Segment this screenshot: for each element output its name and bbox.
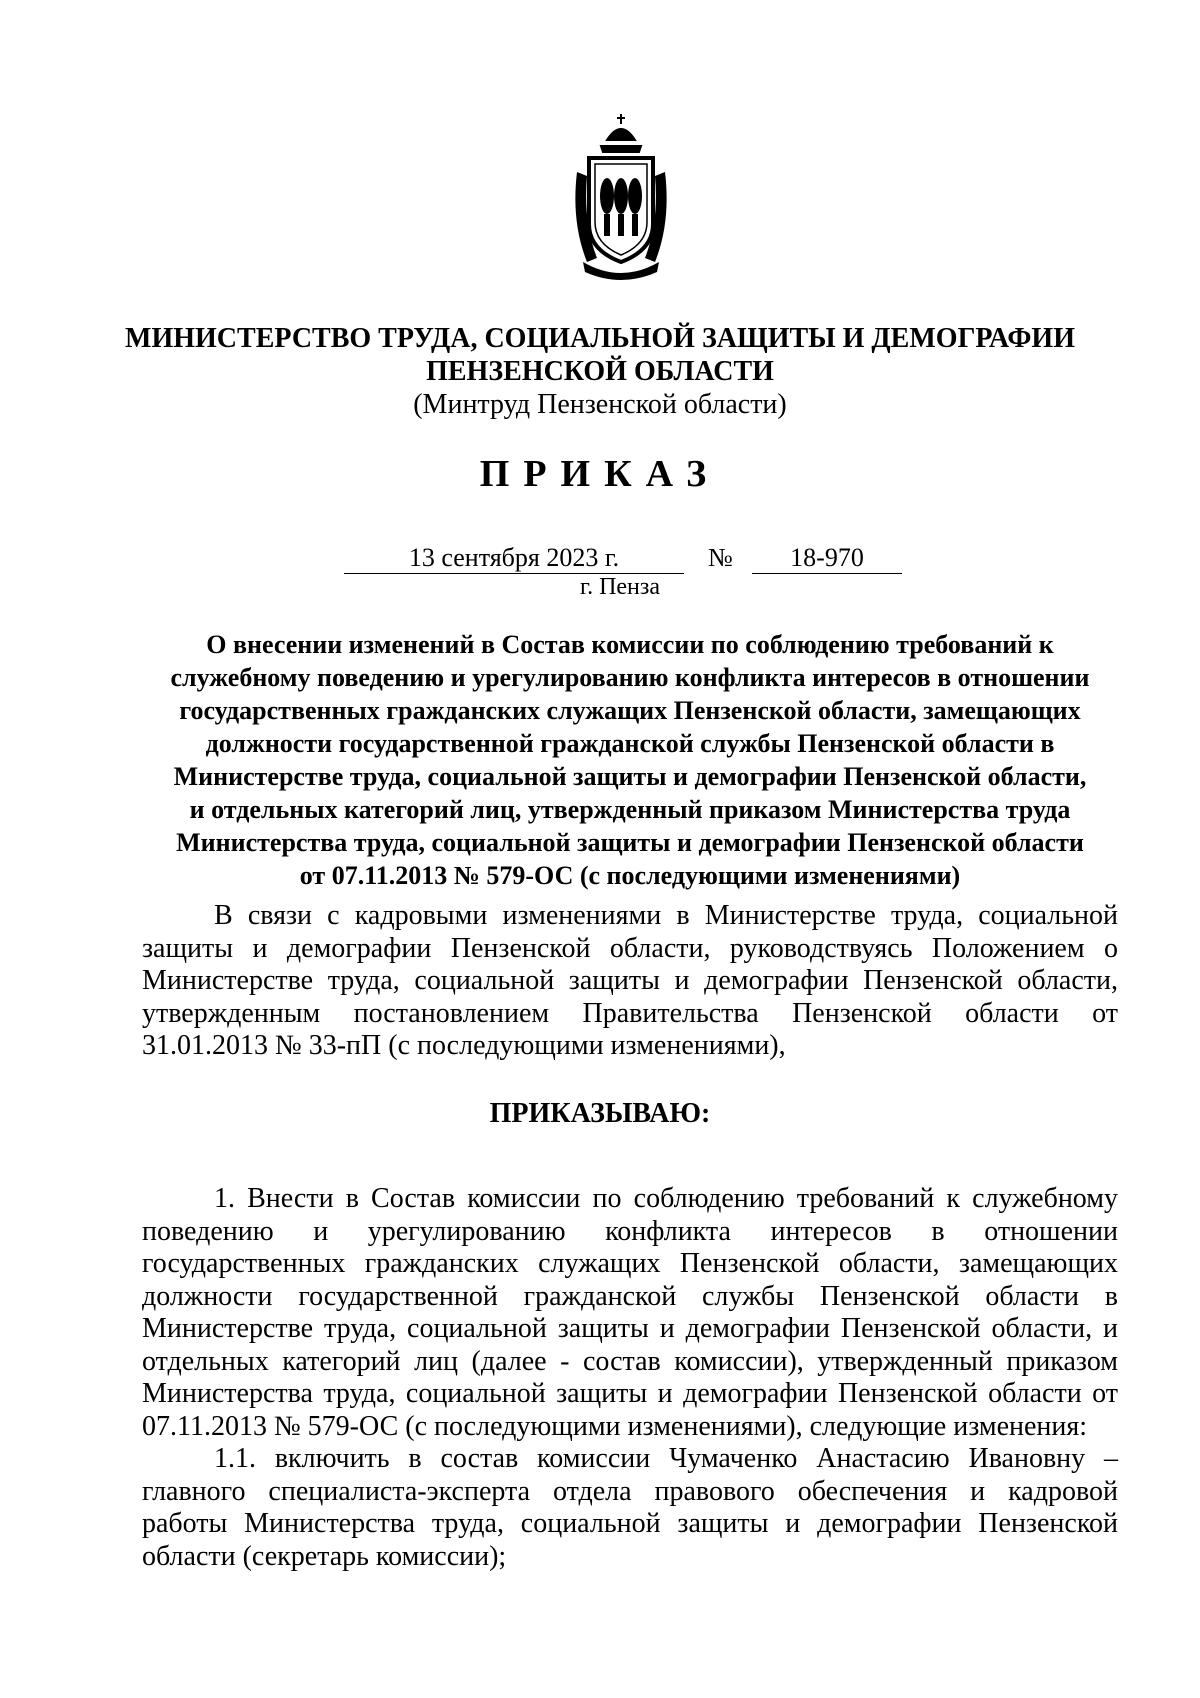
preamble-line: защиты и демографии Пензенской области, руководствуясь Положением о [142, 932, 1118, 964]
clause-line: области (секретарь комиссии); [142, 1540, 507, 1572]
subject-line: и отдельных категорий лиц, утвержденный приказом Министерства труда [189, 795, 1071, 824]
clause-line: должности государственной гражданской службы Пензенской области в [142, 1280, 1118, 1312]
subject-line: государственных гражданских служащих Пензенской области, замещающих [179, 696, 1081, 725]
order-number: 18-970 [752, 543, 902, 574]
order-subject [142, 628, 1118, 892]
clause-line: 1. Внести в Состав комиссии по соблюдению требований к служебному [214, 1183, 1118, 1214]
issue-city: г. Пенза [579, 574, 661, 600]
ministry-name-line1: МИНИСТЕРСТВО ТРУДА, СОЦИАЛЬНОЙ ЗАЩИТЫ И ДЕМОГРАФИИ [125, 323, 1075, 354]
clause-line: главного специалиста-эксперта отдела правового обеспечения и кадровой [142, 1475, 1118, 1507]
coat-of-arms-emblem [567, 112, 675, 280]
subject-line: должности государственной гражданской службы Пензенской области в [205, 729, 1055, 758]
document-type-title: ПРИКАЗ [479, 453, 721, 495]
subject-line: Министерстве труда, социальной защиты и демографии Пензенской области, [173, 762, 1087, 791]
ministry-name-line2: ПЕНЗЕНСКОЙ ОБЛАСТИ [426, 356, 774, 387]
order-directive-heading: ПРИКАЗЫВАЮ: [489, 1098, 711, 1129]
subject-line: служебному поведению и урегулированию конфликта интересов в отношении [170, 663, 1090, 692]
clause-line: отдельных категорий лиц (далее - состав комиссии), утвержденный приказом [142, 1345, 1118, 1377]
number-sign: № [708, 543, 733, 572]
preamble-line: 31.01.2013 № 33-пП (с последующими изменениями), [142, 1030, 786, 1061]
clause-line: Министерстве труда, социальной защиты и демографии Пензенской области, и [142, 1313, 1118, 1344]
clause-line: поведению и урегулированию конфликта интересов в отношении [142, 1215, 1118, 1247]
clause-line: Министерства труда, социальной защиты и демографии Пензенской области от [142, 1378, 1118, 1409]
ministry-short-name: (Минтруд Пензенской области) [413, 389, 787, 420]
preamble-line: утвержденным постановлением Правительства Пензенской области от [142, 997, 1118, 1029]
order-date: 13 сентября 2023 г. [344, 543, 684, 574]
clause-line: 1.1. включить в состав комиссии Чумаченко Анастасию Ивановну – [214, 1443, 1118, 1474]
clauses-paragraph [142, 1183, 1118, 1573]
preamble-line: В связи с кадровыми изменениями в Министерстве труда, социальной [214, 900, 1118, 931]
subject-line: Министерства труда, социальной защиты и демографии Пензенской области [176, 828, 1084, 857]
clause-line: государственных гражданских служащих Пензенской области, замещающих [142, 1248, 1118, 1279]
subject-line: от 07.11.2013 № 579-ОС (с последующими изменениями) [299, 861, 961, 890]
subject-line: О внесении изменений в Состав комиссии по соблюдению требований к [206, 630, 1054, 659]
preamble-paragraph [142, 900, 1118, 1063]
clause-line: работы Министерства труда, социальной защиты и демографии Пензенской [142, 1508, 1118, 1539]
clause-line: 07.11.2013 № 579-ОС (с последующими изменениями), следующие изменения: [142, 1410, 1088, 1442]
preamble-line: Министерстве труда, социальной защиты и демографии Пензенской области, [142, 965, 1118, 996]
